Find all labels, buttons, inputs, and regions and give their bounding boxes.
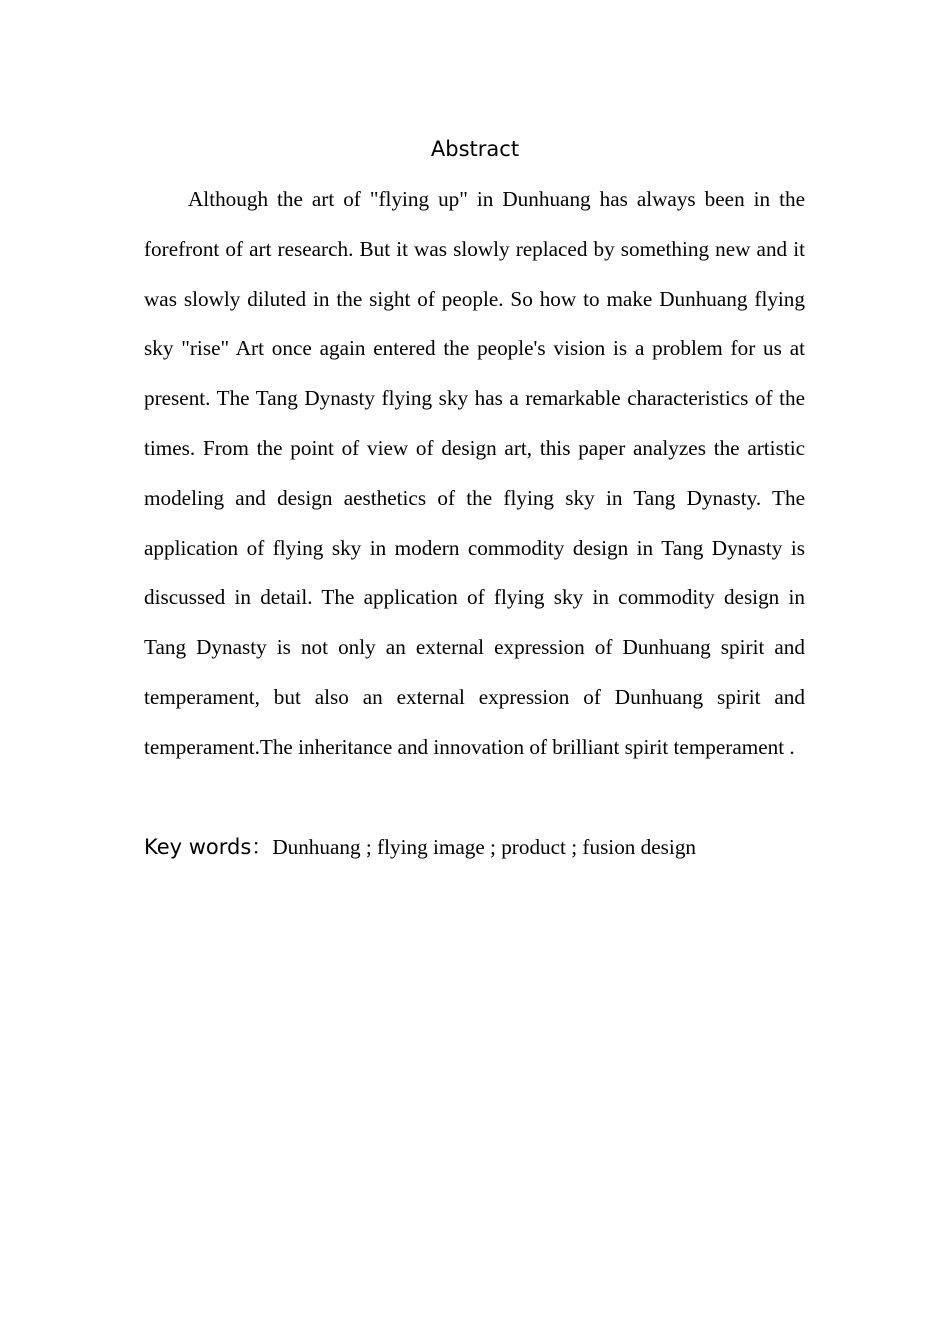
keywords-value: Dunhuang ; flying image ; product ; fusion design: [272, 835, 697, 859]
keywords-label: Key words：: [144, 835, 273, 859]
abstract-heading: Abstract: [430, 137, 520, 161]
abstract-paragraph: Although the art of "flying up" in Dunhuang has always been in the forefront of art research. But it was slowly replaced by something new and it was slowly diluted in the sight of people. So how to make Dunhuang flying sky "rise" Art once again entered the people's vision is a problem for us at present. The Tang Dynasty flying sky has a remarkable characteristics of the times. From the point of view of design art, this paper analyzes the artistic modeling and design aesthetics of the flying sky in Tang Dynasty. The application of flying sky in modern commodity design in Tang Dynasty is discussed in detail. The application of flying sky in commodity design in Tang Dynasty is not only an external expression of Dunhuang spirit and temperament, but also an external expression of Dunhuang spirit and temperament.The inheritance and innovation of brilliant spirit temperament .: [144, 187, 805, 759]
keywords-line: [144, 823, 844, 875]
